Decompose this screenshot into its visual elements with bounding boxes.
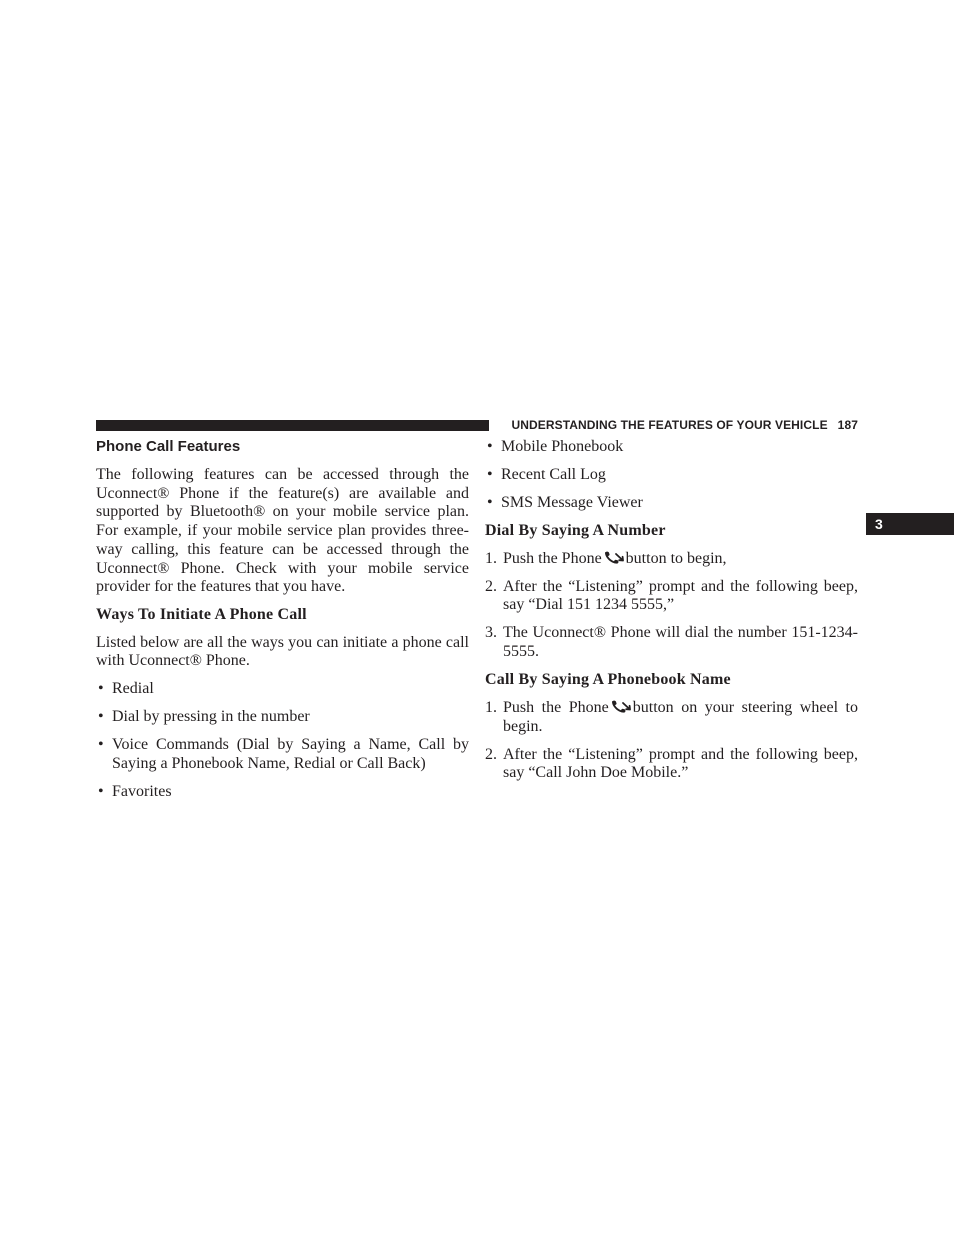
step-item	[485, 746, 858, 783]
list-item: • Voice Commands (Dial by Saying a Name, Call by Saying a Phonebook Name, Redial or Call Back)	[96, 736, 469, 773]
phone-icon	[610, 699, 632, 713]
call-steps	[485, 699, 858, 783]
ways-list-continued	[485, 438, 858, 513]
step-text: The Uconnect® Phone will dial the number 151-1234-5555.	[503, 624, 858, 661]
step-number: 2.	[485, 577, 497, 595]
list-item: • SMS Message Viewer	[485, 494, 858, 513]
step-item	[485, 578, 858, 615]
list-item: • Redial	[96, 680, 469, 699]
step-item	[485, 699, 858, 736]
list-item: • Favorites	[96, 783, 469, 802]
chapter-tab: 3	[866, 513, 954, 535]
left-column	[96, 438, 469, 811]
dial-heading: Dial By Saying A Number	[485, 522, 666, 539]
step-text-before: Push the Phone	[503, 549, 602, 567]
step-text-after: button to begin,	[625, 549, 727, 567]
page-number: 187	[837, 418, 858, 432]
step-number: 1.	[485, 549, 497, 567]
ways-heading: Ways To Initiate A Phone Call	[96, 605, 307, 623]
list-item: • Mobile Phonebook	[485, 438, 858, 457]
step-text: After the “Listening” prompt and the following beep, say “Dial 151 1234 5555,”	[503, 577, 858, 614]
step-item	[485, 550, 858, 569]
step-number: 1.	[485, 698, 497, 716]
ways-intro: Listed below are all the ways you can initiate a phone call with Uconnect® Phone.	[96, 633, 469, 670]
running-header-title: UNDERSTANDING THE FEATURES OF YOUR VEHICLE	[511, 418, 828, 432]
step-text: After the “Listening” prompt and the following beep, say “Call John Doe Mobile.”	[503, 745, 858, 782]
right-column	[485, 438, 858, 792]
list-item: • Dial by pressing in the number	[96, 708, 469, 727]
dial-steps	[485, 550, 858, 662]
step-number: 3.	[485, 624, 497, 642]
step-text-before: Push the Phone	[503, 698, 609, 716]
section-title: Phone Call Features	[96, 438, 241, 455]
header-rule	[96, 420, 489, 431]
list-item: • Recent Call Log	[485, 466, 858, 485]
phone-icon	[603, 550, 625, 564]
step-item	[485, 624, 858, 661]
step-text-after: button on your steering wheel to begin.	[503, 698, 859, 735]
step-number: 2.	[485, 745, 497, 763]
running-header	[498, 418, 858, 432]
intro-paragraph: The following features can be accessed through the Uconnect® Phone if the feature(s) are available and supported by Bluetooth® on your mobile service plan. For example, if your mobile service plan provides three-way calling, this feature can be accessed through the Uconnect® Phone. Check with your mobile service provider for the features that you have.	[96, 466, 469, 596]
call-heading: Call By Saying A Phonebook Name	[485, 671, 731, 689]
ways-list	[96, 680, 469, 801]
